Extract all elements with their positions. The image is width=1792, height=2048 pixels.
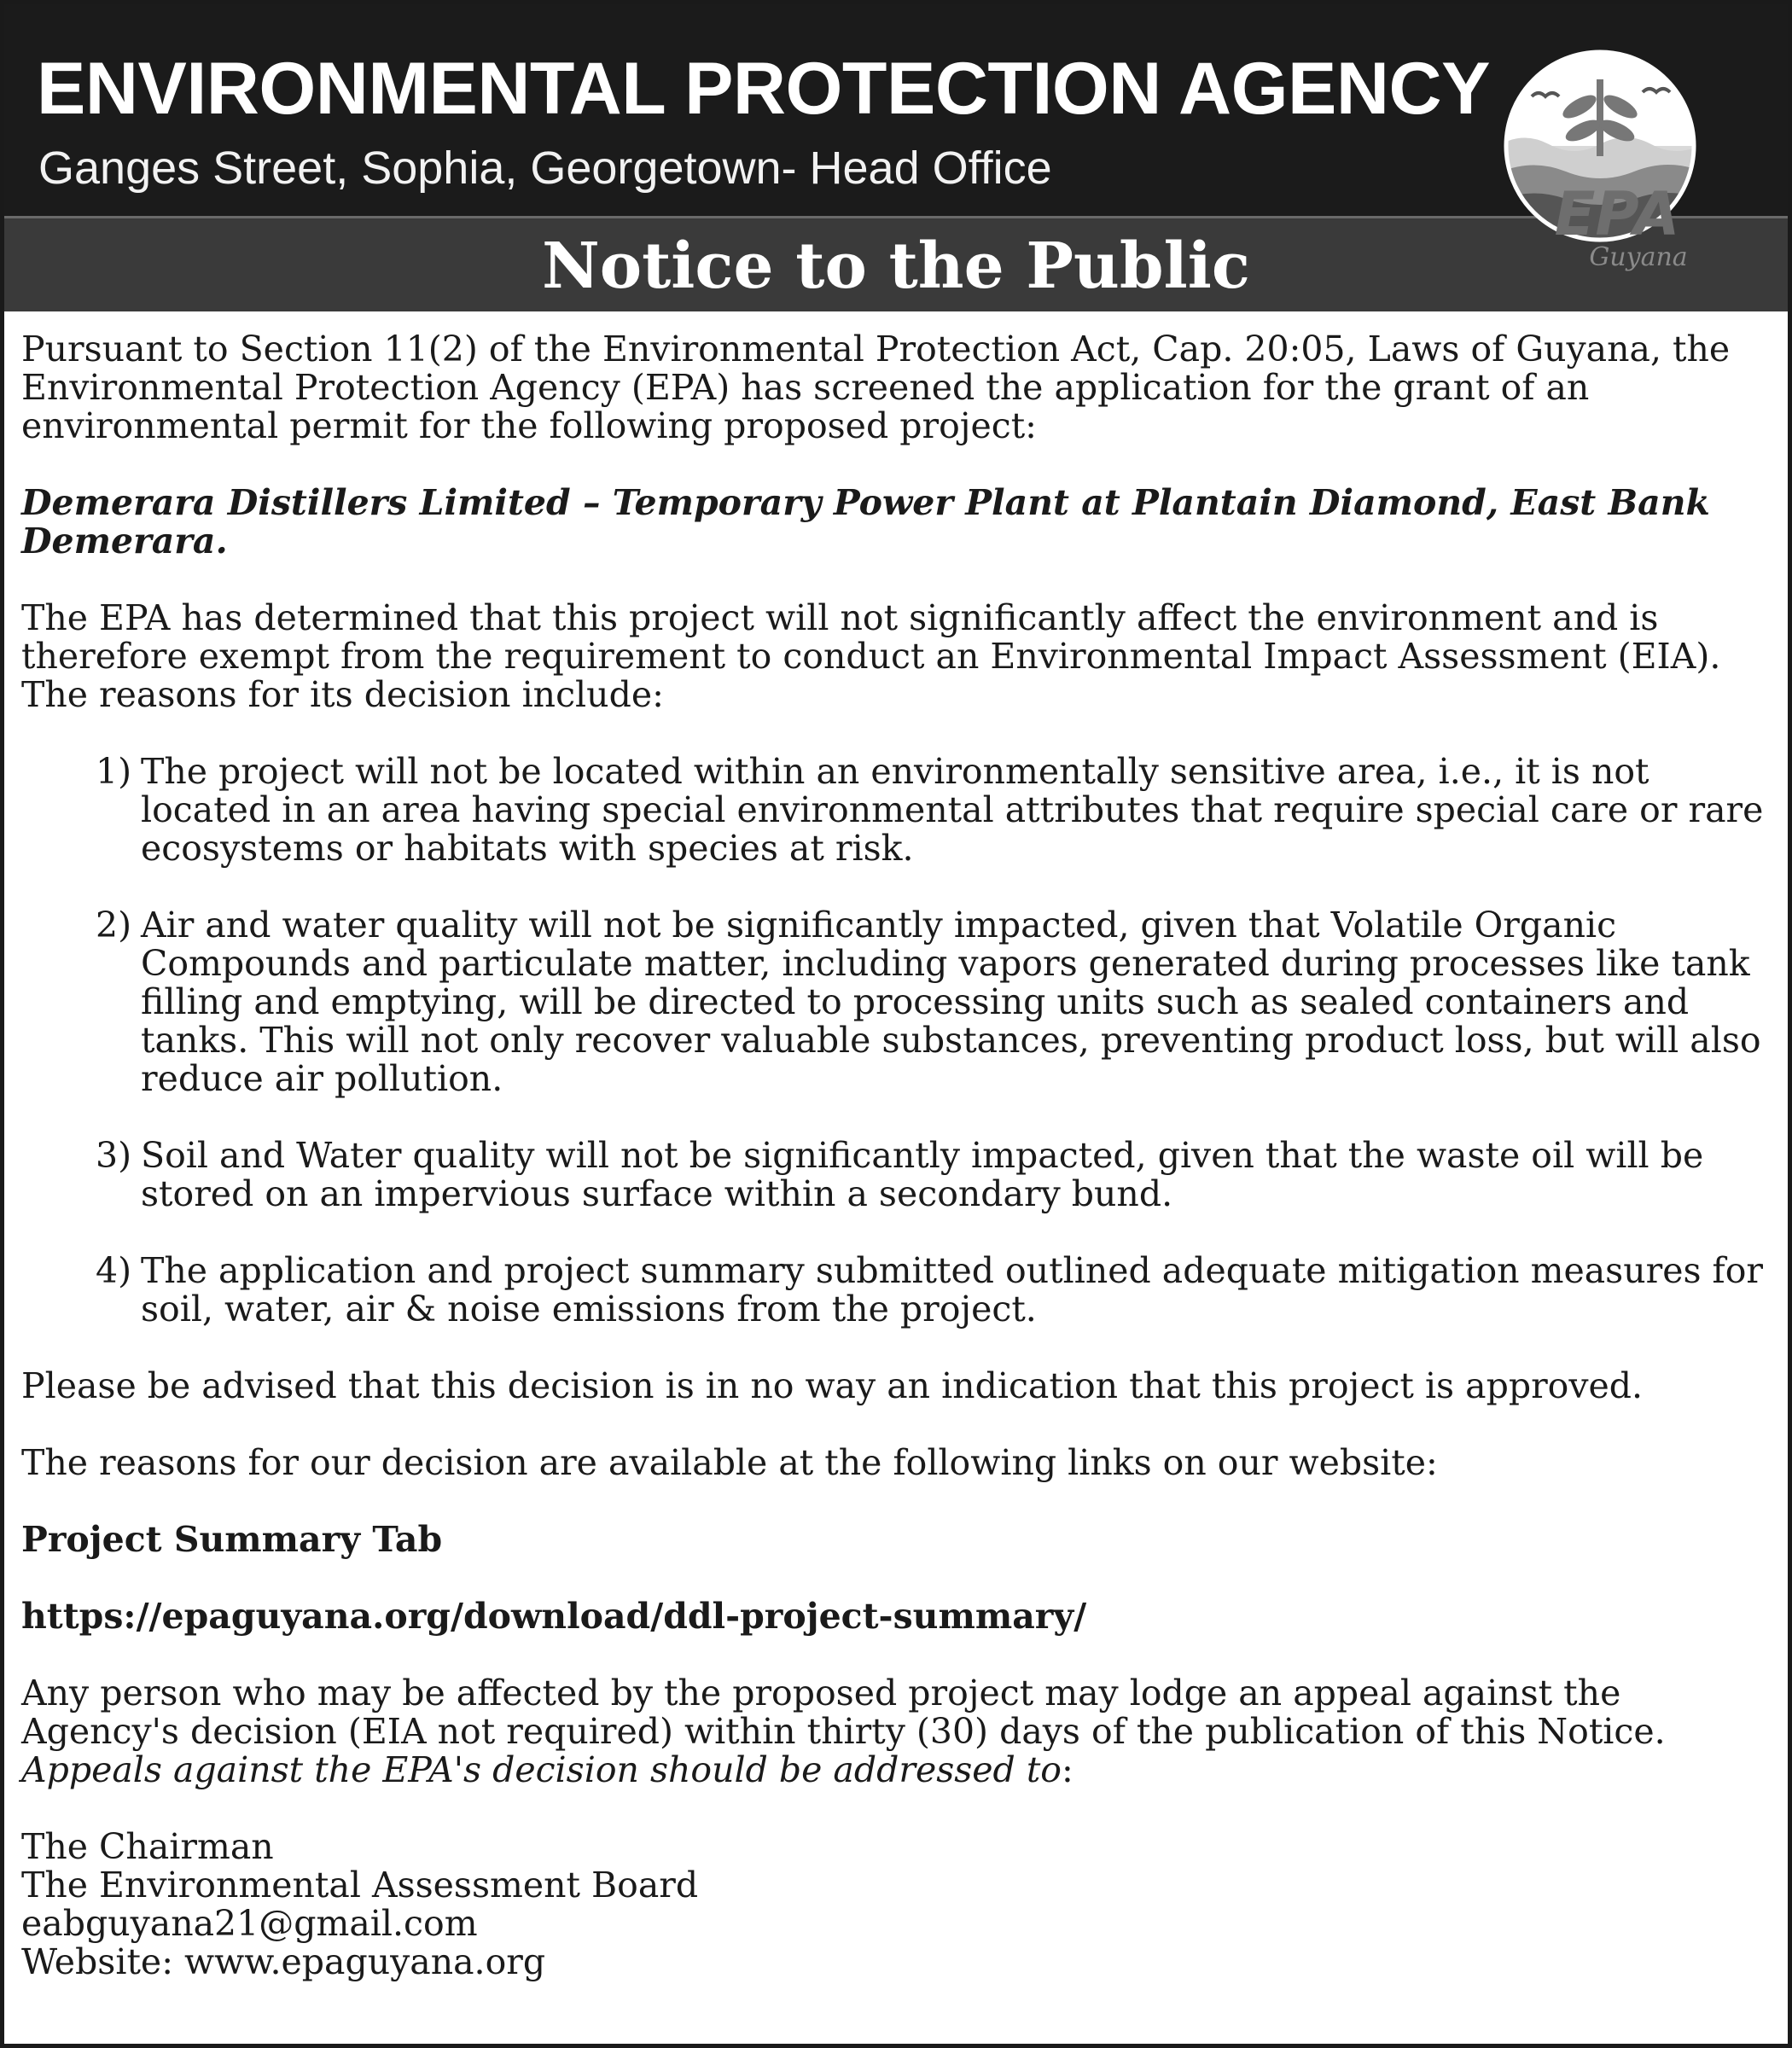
appeal-address-note: Appeals against the EPA's decision should be addressed to: [21, 1749, 1062, 1790]
appeal-paragraph: [21, 1674, 1771, 1789]
project-summary-tab-label: Project Summary Tab: [21, 1519, 443, 1560]
agency-address: Ganges Street, Sophia, Georgetown- Head Office: [38, 143, 1052, 194]
notice-body: [21, 330, 1771, 1981]
determination-paragraph: The EPA has determined that this project will not significantly affect the environment and is therefore exempt from the requirement to conduct an Environmental Impact Assessment (EIA). The reasons for its decision include:: [21, 597, 1721, 715]
agency-name: ENVIRONMENTAL PROTECTION AGENCY: [37, 48, 1490, 130]
contact-title: The Chairman: [21, 1826, 274, 1867]
reason-item: [21, 1137, 1771, 1213]
reason-number: 2): [96, 905, 132, 945]
reason-item: [21, 1252, 1771, 1329]
reason-item: [21, 753, 1771, 868]
contact-email[interactable]: eabguyana21@gmail.com: [21, 1903, 478, 1944]
contact-website[interactable]: Website: www.epaguyana.org: [21, 1941, 546, 1982]
notice-title: Notice to the Public: [542, 230, 1250, 303]
appeal-colon: :: [1062, 1749, 1073, 1790]
reason-item: [21, 906, 1771, 1098]
appeal-text: Any person who may be affected by the proposed project may lodge an appeal against the Agency's decision (EIA not required) within thirty (30) days of the publication of this Notice.: [21, 1673, 1666, 1752]
reason-text: Soil and Water quality will not be significantly impacted, given that the waste oil will be stored on an impervious surface within a secondary bund.: [141, 1135, 1704, 1214]
reason-number: 1): [96, 751, 132, 792]
reason-number: 3): [96, 1135, 132, 1176]
links-intro: The reasons for our decision are available at the following links on our website:: [21, 1442, 1438, 1483]
reason-text: The application and project summary submitted outlined adequate mitigation measures for soil, water, air & noise emissions from the project.: [141, 1250, 1764, 1329]
contact-block: [21, 1828, 1771, 1981]
project-summary-link[interactable]: https://epaguyana.org/download/ddl-project-summary/: [21, 1596, 1087, 1637]
reason-number: 4): [96, 1250, 132, 1291]
logo-epa-text: EPA: [1554, 179, 1680, 249]
epa-guyana-logo: [1472, 45, 1728, 276]
reason-text: Air and water quality will not be significantly impacted, given that Volatile Organic Compounds and particulate matter, including vapors generated during processes like tank filling and emptying, will be directed to processing units such as sealed containers and tanks. This will not only recover valuable substances, preventing product loss, but will also reduce air pollution.: [141, 905, 1761, 1099]
reason-text: The project will not be located within an environmentally sensitive area, i.e., it is not located in an area having special environmental attributes that require special care or rare ecosystems or habitats with species at risk.: [141, 751, 1764, 869]
advisory-paragraph: Please be advised that this decision is in no way an indication that this project is approved.: [21, 1365, 1644, 1406]
contact-board: The Environmental Assessment Board: [21, 1865, 699, 1905]
reasons-list: [21, 753, 1771, 1329]
logo-guyana-text: Guyana: [1589, 242, 1688, 272]
intro-paragraph: Pursuant to Section 11(2) of the Environmental Protection Act, Cap. 20:05, Laws of Guyana, the Environmental Protection Agency (EPA) has screened the application for the grant of an environmental permit for the following proposed project:: [21, 329, 1731, 446]
project-name: Demerara Distillers Limited – Temporary Power Plant at Plantain Diamond, East Bank Demerara.: [21, 482, 1710, 561]
